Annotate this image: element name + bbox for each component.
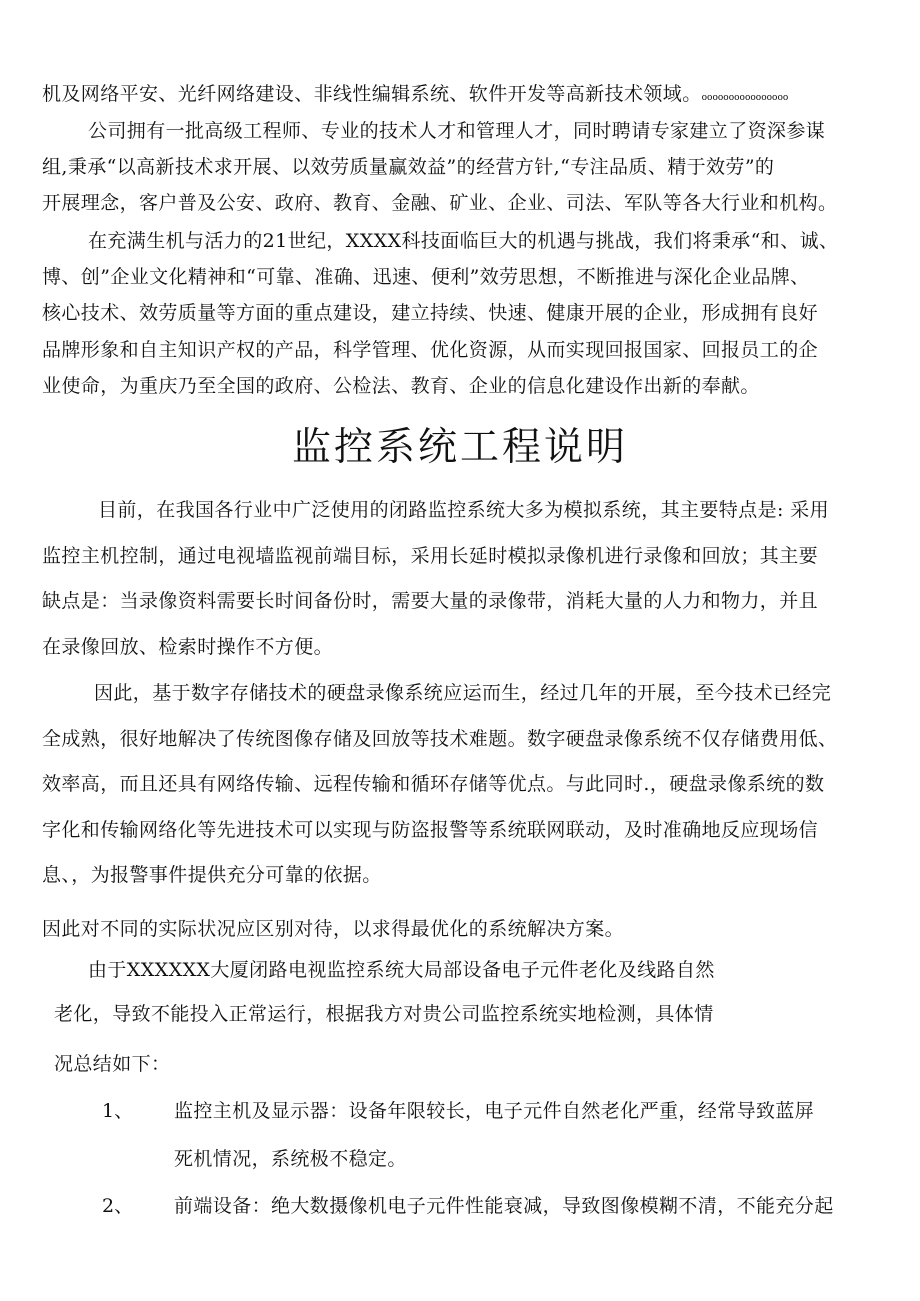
text-line: 由于XXXXXX大厦闭路电视监控系统大局部设备电子元件老化及线路自然 [88,959,715,981]
list-item-1 [174,1097,814,1173]
intro-paragraph-2 [42,223,838,404]
section-paragraph-2 [42,671,837,899]
text-line: 组,秉承“以高新技术求开展、以效劳质量赢效益”的经营方针,“专注品质、精于效劳”的 [42,156,775,179]
list-item-2 [174,1192,834,1220]
intro-line0 [42,76,788,116]
section-paragraph-1 [42,488,829,670]
text-line: 博、创”企业文化精神和“可靠、准确、迅速、便利”效劳思想，不断推进与深化企业品牌、 [42,266,810,289]
text-line: 在录像回放、检索时操作不方便。 [42,635,334,658]
text-line: 老化，导致不能投入正常运行，根据我方对贵公司监控系统实地检测，具体情 [54,1003,714,1025]
text-line: 品牌形象和自主知识产权的产品，科学管理、优化资源，从而实现回报国家、回报员工的企 [42,338,819,361]
intro-paragraph-1 [42,113,837,222]
text-line: 目前，在我国各行业中广泛使用的闭路监控系统大多为模拟系统，其主要特点是: 采用 [98,499,830,521]
text-line: 业使命，为重庆乃至全国的政府、公检法、教育、企业的信息化建设作出新的奉献。 [42,374,760,397]
intro-line0-text: 机及网络平安、光纤网络建设、非线性编辑系统、软件开发等高新技术领域。 [42,83,702,105]
section-title: 监控系统工程说明 [291,425,628,470]
text-line: 核心技术、效劳质量等方面的重点建设，建立持续、快速、健康开展的企业，形成拥有良好 [42,302,819,325]
text-line: 前端设备：绝大数摄像机电子元件性能衰减，导致图像模糊不清，不能充分起 [174,1195,834,1217]
text-line: 效率高，而且还具有网络传输、远程传输和循环存储等优点。与此同时.，硬盘录像系统的数 [42,773,825,795]
text-line: 监控主机控制，通过电视墙监视前端目标，采用长延时模拟录像机进行录像和回放；其主要 [42,544,819,567]
text-line: 监控主机及显示器：设备年限较长，电子元件自然老化严重，经常导致蓝屏 [174,1100,815,1122]
section-paragraph-4 [42,958,715,1076]
text-line: 公司拥有一批高级工程师、专业的技术人才和管理人才，同时聘请专家建立了资深参谋 [88,120,826,142]
list-number-2: 2、 [102,1195,134,1217]
text-line: 全成熟，很好地解决了传统图像存储及回放等技术难题。数字硬盘录像系统不仅存储费用低、 [42,727,838,750]
text-line: 缺点是：当录像资料需要长时间备份时，需要大量的录像带，消耗大量的人力和物力，并且 [42,590,819,612]
text-line: 因此，基于数字存储技术的硬盘录像系统应运而生，经过几年的开展，至今技术已经完 [94,682,832,704]
text-line: 字化和传输网络化等先进技术可以实现与防盗报警等系统联网联动，及时准确地反应现场信 [42,818,819,841]
text-line: 在充满生机与活力的21世纪，XXXX科技面临巨大的机遇与挑战，我们将秉承“和、诚、 [88,230,839,252]
intro-line0-dots: oooooooooooooooo [701,93,789,103]
text-line: 息、，为报警事件提供充分可靠的依据。 [42,864,382,886]
text-line: 况总结如下： [54,1053,171,1075]
section-paragraph-3: 因此对不同的实际状况应区别对待，以求得最优化的系统解决方案。 [42,918,625,940]
list-number-1: 1、 [102,1100,134,1122]
text-line: 开展理念，客户普及公安、政府、教育、金融、矿业、企业、司法、军队等各大行业和机构。 [42,192,838,215]
text-line: 死机情况，系统极不稳定。 [174,1148,407,1170]
